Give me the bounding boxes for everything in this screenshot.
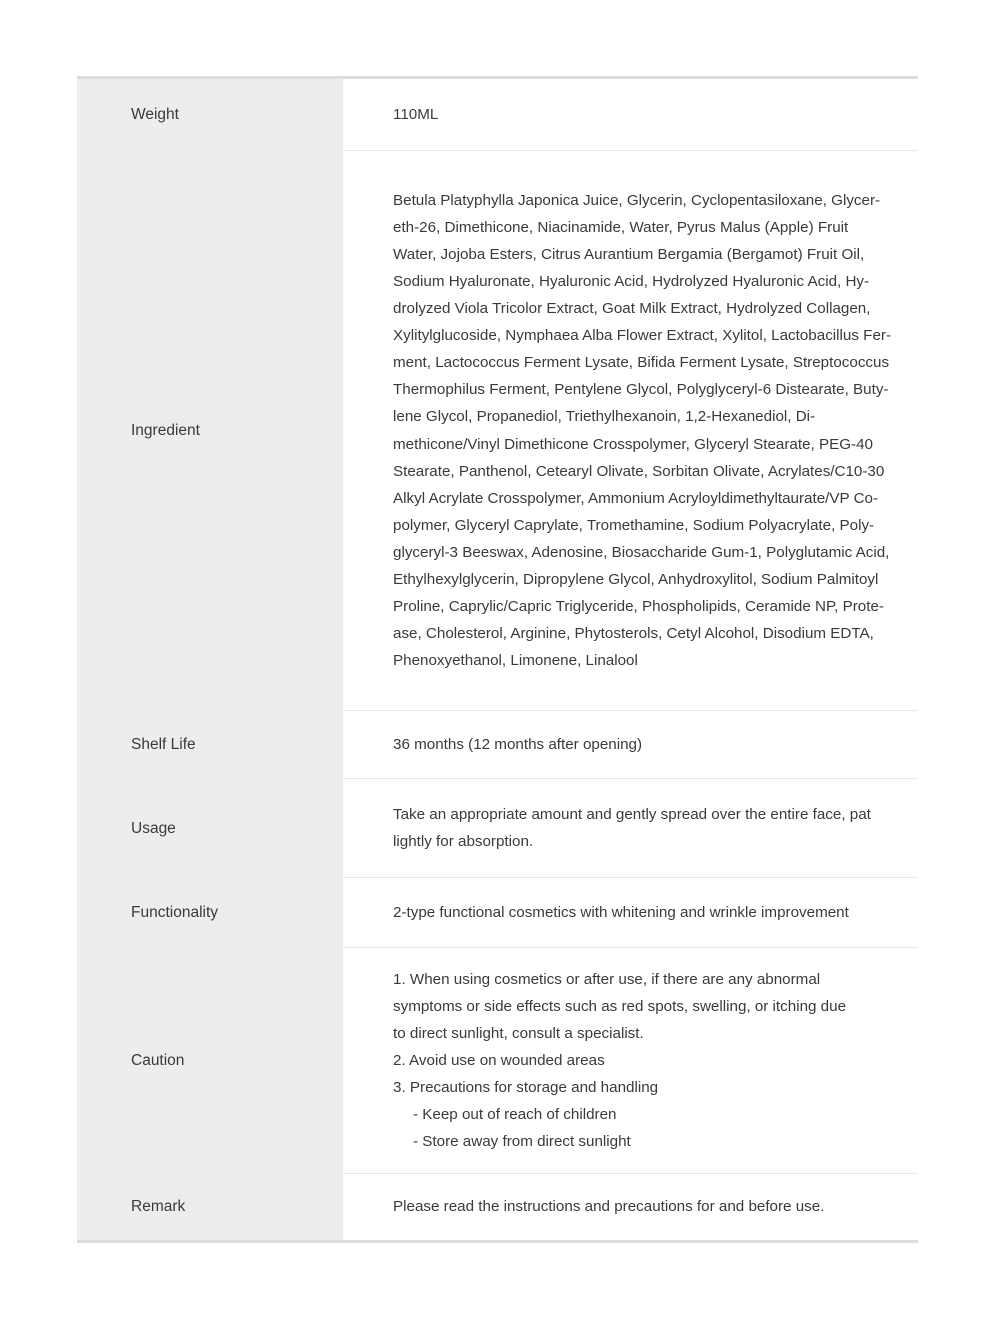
spec-label-remark: Remark [77, 1174, 343, 1240]
spec-value-line: 36 months (12 months after opening) [393, 735, 643, 753]
spec-value-ingredient [343, 151, 918, 711]
spec-value-line: Phenoxyethanol, Limonene, Linalool [393, 652, 638, 670]
spec-row-weight [77, 79, 918, 151]
spec-label-shelf-life: Shelf Life [77, 711, 343, 779]
product-spec-table [77, 76, 918, 1243]
spec-value-line: Water, Jojoba Esters, Citrus Aurantium Bergamia (Bergamot) Fruit Oil, [393, 245, 865, 263]
spec-label-usage: Usage [77, 779, 343, 878]
spec-label-caution: Caution [77, 948, 343, 1174]
spec-value-line: 3. Precautions for storage and handling [393, 1079, 659, 1097]
spec-row-functionality [77, 878, 918, 948]
spec-value-line: Stearate, Panthenol, Cetearyl Olivate, Sorbitan Olivate, Acrylates/C10-30 [393, 462, 885, 480]
spec-value-line: Ethylhexylglycerin, Dipropylene Glycol, Anhydroxylitol, Sodium Palmitoyl [393, 570, 879, 588]
spec-value-line: drolyzed Viola Tricolor Extract, Goat Milk Extract, Hydrolyzed Collagen, [393, 300, 871, 318]
spec-value-usage [343, 779, 918, 878]
spec-value-line: lene Glycol, Propanediol, Triethylhexanoin, 1,2-Hexanediol, Di- [393, 408, 816, 426]
spec-value-line: Sodium Hyaluronate, Hyaluronic Acid, Hydrolyzed Hyaluronic Acid, Hy- [393, 272, 870, 290]
spec-value-functionality [343, 878, 918, 948]
spec-value-subline: - Keep out of reach of children [413, 1106, 617, 1124]
spec-label-ingredient: Ingredient [77, 151, 343, 711]
spec-value-line: Betula Platyphylla Japonica Juice, Glycerin, Cyclopentasiloxane, Glycer- [393, 191, 881, 209]
spec-value-subline: - Store away from direct sunlight [413, 1133, 631, 1151]
spec-row-usage [77, 779, 918, 878]
spec-value-line: 110ML [393, 106, 439, 123]
spec-value-line: polymer, Glyceryl Caprylate, Tromethamine, Sodium Polyacrylate, Poly- [393, 516, 875, 534]
spec-value-line: to direct sunlight, consult a specialist. [393, 1024, 644, 1042]
spec-row-ingredient [77, 151, 918, 711]
spec-row-remark [77, 1174, 918, 1240]
spec-value-line: Proline, Caprylic/Capric Triglyceride, Phospholipids, Ceramide NP, Prote- [393, 598, 884, 616]
spec-value-shelf-life [343, 711, 918, 779]
spec-value-line: Please read the instructions and precautions for and before use. [393, 1198, 825, 1216]
spec-value-line: eth-26, Dimethicone, Niacinamide, Water, Pyrus Malus (Apple) Fruit [393, 218, 849, 236]
spec-row-shelf-life [77, 711, 918, 779]
spec-label-functionality: Functionality [77, 878, 343, 948]
spec-value-line: 1. When using cosmetics or after use, if there are any abnormal [393, 970, 821, 988]
spec-value-remark [343, 1174, 918, 1240]
spec-value-line: lightly for absorption. [393, 833, 534, 850]
spec-value-line: ase, Cholesterol, Arginine, Phytosterols, Cetyl Alcohol, Disodium EDTA, [393, 625, 874, 643]
spec-row-caution [77, 948, 918, 1174]
spec-value-line: 2. Avoid use on wounded areas [393, 1051, 605, 1069]
spec-value-line: Xylitylglucoside, Nymphaea Alba Flower Extract, Xylitol, Lactobacillus Fer- [393, 327, 892, 345]
spec-value-line: Take an appropriate amount and gently spread over the entire face, pat [393, 805, 871, 823]
spec-value-line: 2-type functional cosmetics with whitening and wrinkle improvement [393, 903, 849, 921]
spec-value-line: symptoms or side effects such as red spots, swelling, or itching due [393, 997, 847, 1015]
spec-value-line: glyceryl-3 Beeswax, Adenosine, Biosaccharide Gum-1, Polyglutamic Acid, [393, 543, 890, 561]
spec-value-line: methicone/Vinyl Dimethicone Crosspolymer, Glyceryl Stearate, PEG-40 [393, 435, 874, 453]
spec-value-line: Alkyl Acrylate Crosspolymer, Ammonium Acryloyldimethyltaurate/VP Co- [393, 489, 879, 507]
spec-value-weight [343, 79, 918, 151]
spec-value-caution [343, 948, 918, 1174]
spec-value-line: ment, Lactococcus Ferment Lysate, Bifida Ferment Lysate, Streptococcus [393, 354, 890, 372]
spec-label-weight: Weight [77, 79, 343, 151]
spec-value-line: Thermophilus Ferment, Pentylene Glycol, Polyglyceryl-6 Distearate, Buty- [393, 381, 889, 399]
